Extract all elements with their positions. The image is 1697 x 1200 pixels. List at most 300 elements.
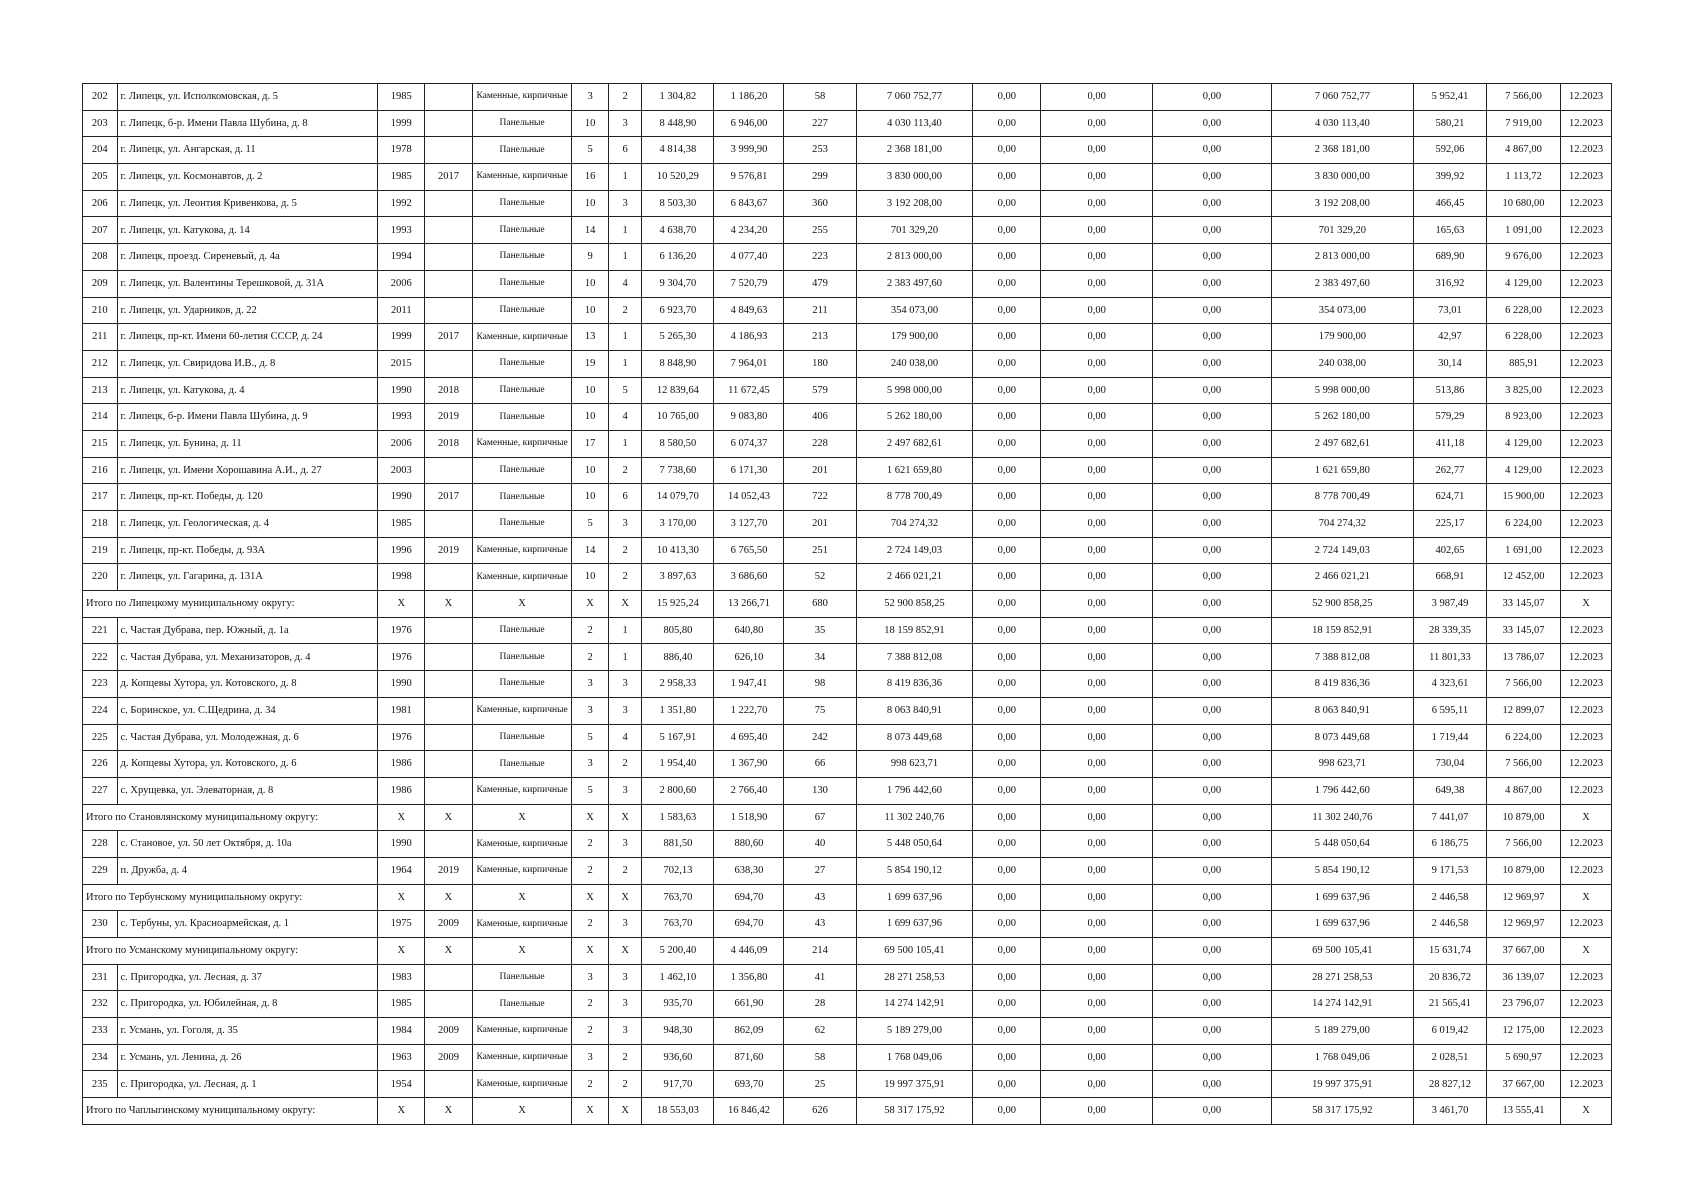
build-year-cell: 1954 (378, 1071, 425, 1098)
fund-cell-1: 0,00 (973, 617, 1041, 644)
owners-funds-cell: 52 900 858,25 (1271, 591, 1413, 618)
total-cost-cell: 998 623,71 (856, 751, 973, 778)
fund-cell-3: 0,00 (1153, 1018, 1272, 1045)
floors-cell: 2 (572, 1071, 609, 1098)
table-row (83, 84, 1612, 111)
total-cost-cell: 1 796 442,60 (856, 777, 973, 804)
row-number: 233 (83, 1018, 118, 1045)
fund-cell-3: 0,00 (1153, 164, 1272, 191)
residents-cell: 253 (784, 137, 856, 164)
total-area-cell: 6 136,20 (642, 244, 714, 271)
total-cost-cell: 1 621 659,80 (856, 457, 973, 484)
fund-cell-1: 0,00 (973, 857, 1041, 884)
max-unit-cost-cell: 23 796,07 (1487, 991, 1561, 1018)
completion-date-cell: 12.2023 (1561, 511, 1612, 538)
completion-date-cell: 12.2023 (1561, 991, 1612, 1018)
floors-cell: 16 (572, 164, 609, 191)
build-year-cell: 2006 (378, 270, 425, 297)
total-area-cell: 2 958,33 (642, 671, 714, 698)
entrances-cell: 3 (608, 831, 642, 858)
fund-cell-2: 0,00 (1041, 270, 1153, 297)
owners-funds-cell: 2 466 021,21 (1271, 564, 1413, 591)
housing-repair-table-page (82, 83, 1612, 1125)
unit-cost-cell: 28 827,12 (1413, 1071, 1486, 1098)
build-year-cell: 1990 (378, 484, 425, 511)
build-year-cell: 1975 (378, 911, 425, 938)
unit-cost-cell: 730,04 (1413, 751, 1486, 778)
unit-cost-cell: 580,21 (1413, 110, 1486, 137)
repair-year-cell (425, 751, 473, 778)
unit-cost-cell: 20 836,72 (1413, 964, 1486, 991)
repair-year-cell: 2009 (425, 911, 473, 938)
row-number: 205 (83, 164, 118, 191)
address-cell: г. Усмань, ул. Ленина, д. 26 (117, 1044, 378, 1071)
total-area-cell: 936,60 (642, 1044, 714, 1071)
completion-date-cell: 12.2023 (1561, 671, 1612, 698)
max-unit-cost-cell: 7 566,00 (1487, 831, 1561, 858)
build-year-cell: 1978 (378, 137, 425, 164)
completion-date-cell: 12.2023 (1561, 430, 1612, 457)
total-cost-cell: 5 262 180,00 (856, 404, 973, 431)
fund-cell-2: 0,00 (1041, 804, 1153, 831)
living-area-cell: 626,10 (714, 644, 784, 671)
build-year-cell: 1998 (378, 564, 425, 591)
fund-cell-3: 0,00 (1153, 484, 1272, 511)
unit-cost-cell: 1 719,44 (1413, 724, 1486, 751)
total-area-cell: 935,70 (642, 991, 714, 1018)
fund-cell-2: 0,00 (1041, 430, 1153, 457)
living-area-cell: 6 074,37 (714, 430, 784, 457)
living-area-cell: 3 686,60 (714, 564, 784, 591)
unit-cost-cell: 668,91 (1413, 564, 1486, 591)
living-area-cell: 6 765,50 (714, 537, 784, 564)
max-unit-cost-cell: 4 867,00 (1487, 777, 1561, 804)
table-row (83, 430, 1612, 457)
repair-year-cell (425, 1071, 473, 1098)
owners-funds-cell: 1 796 442,60 (1271, 777, 1413, 804)
completion-date-cell: 12.2023 (1561, 831, 1612, 858)
completion-date-cell: 12.2023 (1561, 244, 1612, 271)
total-area-cell: 8 848,90 (642, 350, 714, 377)
living-area-cell: 2 766,40 (714, 777, 784, 804)
row-number: 218 (83, 511, 118, 538)
table-row (83, 671, 1612, 698)
living-area-cell: 1 356,80 (714, 964, 784, 991)
row-number: 223 (83, 671, 118, 698)
floors-x: X (572, 1098, 609, 1125)
max-unit-cost-cell: 4 129,00 (1487, 430, 1561, 457)
completion-date-cell: 12.2023 (1561, 617, 1612, 644)
owners-funds-cell: 8 063 840,91 (1271, 697, 1413, 724)
fund-cell-2: 0,00 (1041, 857, 1153, 884)
address-cell: г. Липецк, ул. Геологическая, д. 4 (117, 511, 378, 538)
unit-cost-cell: 579,29 (1413, 404, 1486, 431)
entrances-cell: 1 (608, 644, 642, 671)
residents-cell: 680 (784, 591, 856, 618)
completion-date-cell: 12.2023 (1561, 377, 1612, 404)
residents-cell: 66 (784, 751, 856, 778)
wall-material-cell: Панельные (472, 964, 571, 991)
fund-cell-1: 0,00 (973, 671, 1041, 698)
repair-year-cell (425, 270, 473, 297)
date-x: X (1561, 884, 1612, 911)
total-area-cell: 763,70 (642, 884, 714, 911)
owners-funds-cell: 18 159 852,91 (1271, 617, 1413, 644)
entrances-cell: 1 (608, 217, 642, 244)
completion-date-cell: 12.2023 (1561, 137, 1612, 164)
fund-cell-2: 0,00 (1041, 1018, 1153, 1045)
build-year-cell: 1976 (378, 724, 425, 751)
residents-cell: 62 (784, 1018, 856, 1045)
address-cell: д. Копцевы Хутора, ул. Котовского, д. 6 (117, 751, 378, 778)
row-number: 231 (83, 964, 118, 991)
entrances-cell: 2 (608, 297, 642, 324)
repair-year-x: X (425, 938, 473, 965)
total-area-cell: 12 839,64 (642, 377, 714, 404)
total-cost-cell: 28 271 258,53 (856, 964, 973, 991)
fund-cell-1: 0,00 (973, 1071, 1041, 1098)
living-area-cell: 9 083,80 (714, 404, 784, 431)
total-area-cell: 18 553,03 (642, 1098, 714, 1125)
address-cell: с. Частая Дубрава, ул. Механизаторов, д. 4 (117, 644, 378, 671)
max-unit-cost-cell: 7 566,00 (1487, 751, 1561, 778)
table-row (83, 991, 1612, 1018)
living-area-cell: 4 234,20 (714, 217, 784, 244)
entrances-cell: 3 (608, 110, 642, 137)
living-area-cell: 3 999,90 (714, 137, 784, 164)
floors-cell: 10 (572, 484, 609, 511)
fund-cell-1: 0,00 (973, 1098, 1041, 1125)
address-cell: г. Липецк, ул. Свиридова И.В., д. 8 (117, 350, 378, 377)
repair-year-x: X (425, 804, 473, 831)
unit-cost-cell: 466,45 (1413, 190, 1486, 217)
repair-year-cell (425, 644, 473, 671)
date-x: X (1561, 938, 1612, 965)
fund-cell-3: 0,00 (1153, 430, 1272, 457)
unit-cost-cell: 225,17 (1413, 511, 1486, 538)
total-cost-cell: 2 497 682,61 (856, 430, 973, 457)
total-area-cell: 4 814,38 (642, 137, 714, 164)
row-number: 222 (83, 644, 118, 671)
living-area-cell: 1 518,90 (714, 804, 784, 831)
wall-material-cell: Панельные (472, 671, 571, 698)
floors-cell: 10 (572, 457, 609, 484)
entrances-cell: 2 (608, 457, 642, 484)
entrances-x: X (608, 938, 642, 965)
row-number: 235 (83, 1071, 118, 1098)
residents-cell: 579 (784, 377, 856, 404)
fund-cell-2: 0,00 (1041, 190, 1153, 217)
row-number: 219 (83, 537, 118, 564)
owners-funds-cell: 19 997 375,91 (1271, 1071, 1413, 1098)
unit-cost-cell: 3 987,49 (1413, 591, 1486, 618)
completion-date-cell: 12.2023 (1561, 564, 1612, 591)
fund-cell-1: 0,00 (973, 297, 1041, 324)
residents-cell: 299 (784, 164, 856, 191)
fund-cell-2: 0,00 (1041, 777, 1153, 804)
floors-cell: 3 (572, 84, 609, 111)
fund-cell-1: 0,00 (973, 751, 1041, 778)
total-area-cell: 2 800,60 (642, 777, 714, 804)
residents-cell: 34 (784, 644, 856, 671)
wall-material-cell: Каменные, кирпичные (472, 831, 571, 858)
district-total-row (83, 938, 1612, 965)
total-cost-cell: 8 778 700,49 (856, 484, 973, 511)
total-cost-cell: 7 060 752,77 (856, 84, 973, 111)
build-year-cell: 1986 (378, 751, 425, 778)
owners-funds-cell: 1 768 049,06 (1271, 1044, 1413, 1071)
total-area-cell: 5 200,40 (642, 938, 714, 965)
year-x: X (378, 938, 425, 965)
fund-cell-2: 0,00 (1041, 938, 1153, 965)
repair-year-cell (425, 671, 473, 698)
fund-cell-2: 0,00 (1041, 991, 1153, 1018)
entrances-cell: 3 (608, 964, 642, 991)
wall-material-cell: Панельные (472, 484, 571, 511)
build-year-cell: 1985 (378, 84, 425, 111)
total-label: Итого по Усманскому муниципальному округу: (83, 938, 378, 965)
wall-material-cell: Каменные, кирпичные (472, 857, 571, 884)
total-cost-cell: 11 302 240,76 (856, 804, 973, 831)
district-total-row (83, 804, 1612, 831)
max-unit-cost-cell: 15 900,00 (1487, 484, 1561, 511)
repair-year-cell: 2017 (425, 164, 473, 191)
floors-cell: 10 (572, 110, 609, 137)
living-area-cell: 694,70 (714, 911, 784, 938)
table-row (83, 724, 1612, 751)
residents-cell: 201 (784, 457, 856, 484)
repair-year-cell: 2009 (425, 1018, 473, 1045)
total-area-cell: 6 923,70 (642, 297, 714, 324)
total-area-cell: 15 925,24 (642, 591, 714, 618)
unit-cost-cell: 649,38 (1413, 777, 1486, 804)
total-cost-cell: 3 192 208,00 (856, 190, 973, 217)
fund-cell-2: 0,00 (1041, 1071, 1153, 1098)
address-cell: с. Боринское, ул. С.Щедрина, д. 34 (117, 697, 378, 724)
living-area-cell: 1 947,41 (714, 671, 784, 698)
total-label: Итого по Чаплыгинскому муниципальному округу: (83, 1098, 378, 1125)
material-x: X (472, 884, 571, 911)
fund-cell-3: 0,00 (1153, 244, 1272, 271)
residents-cell: 27 (784, 857, 856, 884)
total-cost-cell: 2 813 000,00 (856, 244, 973, 271)
residents-cell: 213 (784, 324, 856, 351)
table-row (83, 964, 1612, 991)
fund-cell-2: 0,00 (1041, 457, 1153, 484)
fund-cell-3: 0,00 (1153, 537, 1272, 564)
total-area-cell: 1 462,10 (642, 964, 714, 991)
fund-cell-2: 0,00 (1041, 84, 1153, 111)
fund-cell-3: 0,00 (1153, 644, 1272, 671)
fund-cell-2: 0,00 (1041, 911, 1153, 938)
owners-funds-cell: 4 030 113,40 (1271, 110, 1413, 137)
fund-cell-2: 0,00 (1041, 164, 1153, 191)
repair-year-cell: 2019 (425, 537, 473, 564)
entrances-cell: 3 (608, 190, 642, 217)
wall-material-cell: Каменные, кирпичные (472, 537, 571, 564)
residents-cell: 255 (784, 217, 856, 244)
total-area-cell: 10 520,29 (642, 164, 714, 191)
total-cost-cell: 240 038,00 (856, 350, 973, 377)
total-cost-cell: 704 274,32 (856, 511, 973, 538)
build-year-cell: 1986 (378, 777, 425, 804)
fund-cell-3: 0,00 (1153, 217, 1272, 244)
owners-funds-cell: 69 500 105,41 (1271, 938, 1413, 965)
build-year-cell: 1981 (378, 697, 425, 724)
total-area-cell: 948,30 (642, 1018, 714, 1045)
residents-cell: 201 (784, 511, 856, 538)
address-cell: г. Липецк, ул. Бунина, д. 11 (117, 430, 378, 457)
fund-cell-2: 0,00 (1041, 537, 1153, 564)
unit-cost-cell: 316,92 (1413, 270, 1486, 297)
fund-cell-3: 0,00 (1153, 1071, 1272, 1098)
floors-cell: 14 (572, 217, 609, 244)
unit-cost-cell: 411,18 (1413, 430, 1486, 457)
fund-cell-1: 0,00 (973, 537, 1041, 564)
district-total-row (83, 884, 1612, 911)
fund-cell-2: 0,00 (1041, 1098, 1153, 1125)
residents-cell: 98 (784, 671, 856, 698)
total-area-cell: 8 580,50 (642, 430, 714, 457)
fund-cell-1: 0,00 (973, 777, 1041, 804)
completion-date-cell: 12.2023 (1561, 964, 1612, 991)
living-area-cell: 871,60 (714, 1044, 784, 1071)
fund-cell-3: 0,00 (1153, 297, 1272, 324)
floors-cell: 3 (572, 1044, 609, 1071)
total-area-cell: 702,13 (642, 857, 714, 884)
unit-cost-cell: 30,14 (1413, 350, 1486, 377)
fund-cell-1: 0,00 (973, 991, 1041, 1018)
row-number: 212 (83, 350, 118, 377)
fund-cell-3: 0,00 (1153, 1044, 1272, 1071)
repair-year-cell (425, 217, 473, 244)
repair-year-cell (425, 457, 473, 484)
fund-cell-3: 0,00 (1153, 1098, 1272, 1125)
floors-cell: 10 (572, 297, 609, 324)
repair-year-x: X (425, 884, 473, 911)
completion-date-cell: 12.2023 (1561, 537, 1612, 564)
row-number: 213 (83, 377, 118, 404)
repair-year-cell (425, 831, 473, 858)
address-cell: г. Липецк, пр-кт. Победы, д. 120 (117, 484, 378, 511)
unit-cost-cell: 399,92 (1413, 164, 1486, 191)
max-unit-cost-cell: 4 129,00 (1487, 270, 1561, 297)
total-area-cell: 881,50 (642, 831, 714, 858)
entrances-x: X (608, 804, 642, 831)
row-number: 221 (83, 617, 118, 644)
owners-funds-cell: 2 813 000,00 (1271, 244, 1413, 271)
total-area-cell: 8 448,90 (642, 110, 714, 137)
residents-cell: 43 (784, 911, 856, 938)
living-area-cell: 4 186,93 (714, 324, 784, 351)
residents-cell: 227 (784, 110, 856, 137)
completion-date-cell: 12.2023 (1561, 911, 1612, 938)
fund-cell-1: 0,00 (973, 377, 1041, 404)
unit-cost-cell: 689,90 (1413, 244, 1486, 271)
living-area-cell: 4 077,40 (714, 244, 784, 271)
build-year-cell: 1993 (378, 217, 425, 244)
fund-cell-3: 0,00 (1153, 564, 1272, 591)
residents-cell: 25 (784, 1071, 856, 1098)
wall-material-cell: Каменные, кирпичные (472, 324, 571, 351)
entrances-cell: 2 (608, 84, 642, 111)
row-number: 215 (83, 430, 118, 457)
material-x: X (472, 938, 571, 965)
total-area-cell: 763,70 (642, 911, 714, 938)
build-year-cell: 1990 (378, 671, 425, 698)
living-area-cell: 640,80 (714, 617, 784, 644)
floors-cell: 10 (572, 564, 609, 591)
floors-x: X (572, 938, 609, 965)
max-unit-cost-cell: 37 667,00 (1487, 938, 1561, 965)
row-number: 208 (83, 244, 118, 271)
unit-cost-cell: 21 565,41 (1413, 991, 1486, 1018)
build-year-cell: 1984 (378, 1018, 425, 1045)
total-cost-cell: 1 699 637,96 (856, 911, 973, 938)
table-row (83, 1018, 1612, 1045)
total-area-cell: 5 167,91 (642, 724, 714, 751)
entrances-cell: 3 (608, 777, 642, 804)
fund-cell-2: 0,00 (1041, 831, 1153, 858)
fund-cell-2: 0,00 (1041, 404, 1153, 431)
fund-cell-1: 0,00 (973, 84, 1041, 111)
row-number: 203 (83, 110, 118, 137)
address-cell: с. Частая Дубрава, ул. Молодежная, д. 6 (117, 724, 378, 751)
owners-funds-cell: 1 699 637,96 (1271, 911, 1413, 938)
total-cost-cell: 179 900,00 (856, 324, 973, 351)
completion-date-cell: 12.2023 (1561, 644, 1612, 671)
owners-funds-cell: 354 073,00 (1271, 297, 1413, 324)
build-year-cell: 1985 (378, 164, 425, 191)
completion-date-cell: 12.2023 (1561, 857, 1612, 884)
table-row (83, 137, 1612, 164)
unit-cost-cell: 262,77 (1413, 457, 1486, 484)
total-area-cell: 1 351,80 (642, 697, 714, 724)
total-cost-cell: 58 317 175,92 (856, 1098, 973, 1125)
owners-funds-cell: 58 317 175,92 (1271, 1098, 1413, 1125)
residents-cell: 228 (784, 430, 856, 457)
table-row (83, 537, 1612, 564)
total-cost-cell: 1 699 637,96 (856, 884, 973, 911)
wall-material-cell: Панельные (472, 217, 571, 244)
total-cost-cell: 2 466 021,21 (856, 564, 973, 591)
build-year-cell: 1990 (378, 831, 425, 858)
table-row (83, 324, 1612, 351)
total-area-cell: 10 765,00 (642, 404, 714, 431)
repair-year-cell (425, 137, 473, 164)
max-unit-cost-cell: 8 923,00 (1487, 404, 1561, 431)
total-cost-cell: 1 768 049,06 (856, 1044, 973, 1071)
unit-cost-cell: 42,97 (1413, 324, 1486, 351)
row-number: 232 (83, 991, 118, 1018)
living-area-cell: 1 186,20 (714, 84, 784, 111)
entrances-cell: 2 (608, 1044, 642, 1071)
total-label: Итого по Тербунскому муниципальному округу: (83, 884, 378, 911)
owners-funds-cell: 5 854 190,12 (1271, 857, 1413, 884)
fund-cell-2: 0,00 (1041, 644, 1153, 671)
floors-cell: 13 (572, 324, 609, 351)
owners-funds-cell: 240 038,00 (1271, 350, 1413, 377)
row-number: 211 (83, 324, 118, 351)
total-cost-cell: 14 274 142,91 (856, 991, 973, 1018)
floors-cell: 2 (572, 831, 609, 858)
floors-cell: 3 (572, 751, 609, 778)
completion-date-cell: 12.2023 (1561, 350, 1612, 377)
unit-cost-cell: 28 339,35 (1413, 617, 1486, 644)
table-row (83, 484, 1612, 511)
living-area-cell: 638,30 (714, 857, 784, 884)
table-row (83, 377, 1612, 404)
